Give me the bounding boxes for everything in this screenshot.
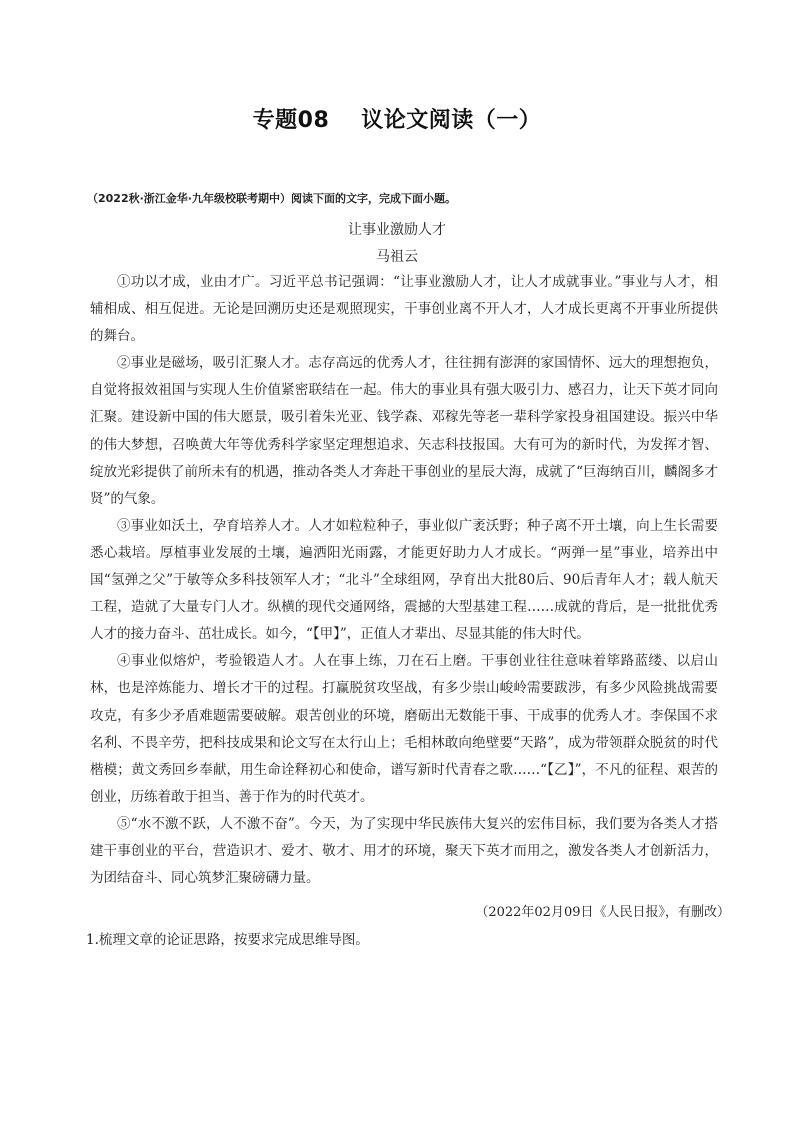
paragraph-5: ⑤“水不激不跃，人不激不奋”。今天，为了实现中华民族伟大复兴的宏伟目标，我们要为各类人才搭建干事创业的平台，营造识才、爱才、敬才、用才的环境，聚天下英才而用之，激发各类人才创新活力，为团结奋斗、同心筑梦汇聚磅礴力量。 — [90, 815, 718, 887]
page-title — [0, 103, 794, 134]
paragraph-1: ①功以才成，业由才广。习近平总书记强调：“让事业激励人才，让人才成就事业。”事业与人才，相辅相成、相互促进。无论是回溯历史还是观照现实，干事创业离不开人才，人才成长更离不开事业所提供的舞台。 — [90, 274, 718, 345]
source-line: （2022秋·浙江金华·九年级校联考期中）阅读下面的文字，完成下面小题。 — [87, 192, 456, 205]
paragraph-2: ②事业是磁场，吸引汇聚人才。志存高远的优秀人才，往往拥有澎湃的家国情怀、远大的理想抱负，自觉将报效祖国与实现人生价值紧密联结在一起。伟大的事业具有强大吸引力、感召力，让天下英才同向汇聚。建设新中国的伟大愿景，吸引着朱光亚、钱学森、邓稼先等老一辈科学家投身祖国建设。振兴中华的伟大梦想，召唤黄大年等优秀科学家坚定理想追求、矢志科技报国。大有可为的新时代，为发挥才智、绽放光彩提供了前所未有的机遇，推动各类人才奔赴干事创业的星辰大海，成就了“巨海纳百川，麟阁多才贤”的气象。 — [90, 355, 718, 507]
title-main: 议论文阅读（一） — [361, 108, 542, 133]
article-title: 让事业激励人才 — [348, 222, 446, 238]
citation: （2022年02月09日《人民日报》，有删改） — [475, 905, 730, 920]
paragraph-3: ③事业如沃土，孕育培养人才。人才如粒粒种子，事业似广袤沃野；种子离不开土壤，向上生长需要悉心栽培。厚植事业发展的土壤，遍洒阳光雨露，才能更好助力人才成长。“两弹一星”事业，培养出中国“氢弹之父”于敏等众多科技领军人才；“北斗”全球组网，孕育出大批80后、90后青年人才；载人航天工程，造就了大量专门人才。纵横的现代交通网络，震撼的大型基建工程……成就的背后，是一批批优秀人才的接力奋斗、茁壮成长。如今，“【甲】”，正值人才辈出、尽显其能的伟大时代。 — [90, 517, 718, 643]
article-author: 马祖云 — [376, 249, 418, 265]
article-body — [90, 269, 718, 892]
title-number: 专题08 — [252, 108, 330, 133]
paragraph-4: ④事业似熔炉，考验锻造人才。人在事上练，刀在石上磨。干事创业往往意味着筚路蓝缕、以启山林，也是淬炼能力、增长才干的过程。打赢脱贫攻坚战，有多少崇山峻岭需要跋涉，有多少风险挑战需要攻克，有多少矛盾难题需要破解。艰苦创业的环境，磨砺出无数能干事、干成事的优秀人才。李保国不求名利、不畏辛劳，把科技成果和论文写在太行山上；毛相林敢向绝壁要“天路”，成为带领群众脱贫的时代楷模；黄文秀回乡奉献，用生命诠释初心和使命，谱写新时代青春之歌……“【乙】”，不凡的征程、艰苦的创业，历练着敢于担当、善于作为的时代英才。 — [90, 653, 718, 805]
question-1: 1.梳理文章的论证思路，按要求完成思维导图。 — [86, 932, 369, 948]
